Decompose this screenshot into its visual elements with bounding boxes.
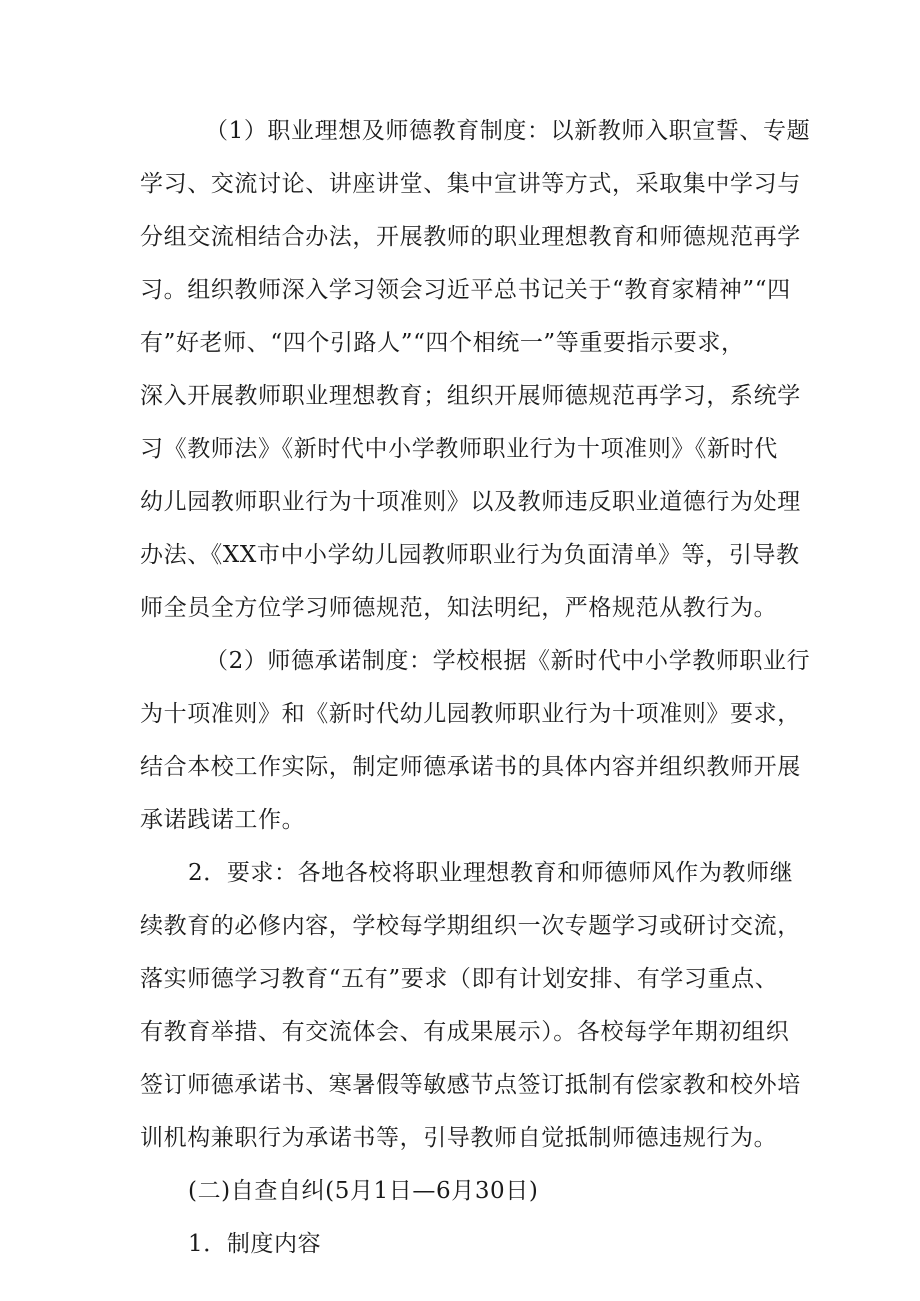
paragraph-line: 学习、交流讨论、讲座讲堂、集中宣讲等方式，采取集中学习与 xyxy=(140,171,801,197)
paragraph-line: 师全员全方位学习师德规范，知法明纪，严格规范从教行为。 xyxy=(140,595,778,621)
paragraph-line: 习《教师法》《新时代中小学教师职业行为十项准则》《新时代 xyxy=(140,436,778,462)
paragraph-line: 习。组织教师深入学习领会习近平总书记关于“教育家精神”“四 xyxy=(140,277,791,303)
paragraph-line: 有”好老师、“四个引路人”“四个相统一”等重要指示要求， xyxy=(140,330,745,356)
paragraph-line: 幼儿园教师职业行为十项准则》以及教师违反职业道德行为处理 xyxy=(140,489,801,515)
section-heading: (二)自查自纠(5月1日—6月30日) xyxy=(188,1178,539,1204)
paragraph-line: （2）师德承诺制度：学校根据《新时代中小学教师职业行 xyxy=(205,648,811,674)
paragraph-line: 续教育的必修内容，学校每学期组织一次专题学习或研讨交流， xyxy=(140,913,801,939)
paragraph-line: 为十项准则》和《新时代幼儿园教师职业行为十项准则》要求， xyxy=(140,701,801,727)
paragraph-line: 落实师德学习教育“五有”要求（即有计划安排、有学习重点、 xyxy=(140,966,779,992)
paragraph-line: 签订师德承诺书、寒暑假等敏感节点签订抵制有偿家教和校外培 xyxy=(140,1072,801,1098)
paragraph-line: 办法、《XX市中小学幼儿园教师职业行为负面清单》等，引导教 xyxy=(140,542,800,568)
paragraph-line: 深入开展教师职业理想教育；组织开展师德规范再学习，系统学 xyxy=(140,383,801,409)
paragraph-line: 结合本校工作实际，制定师德承诺书的具体内容并组织教师开展 xyxy=(140,754,801,780)
paragraph-line: 有教育举措、有交流体会、有成果展示）。各校每学年期初组织 xyxy=(140,1019,790,1045)
paragraph-line: 分组交流相结合办法，开展教师的职业理想教育和师德规范再学 xyxy=(140,224,801,250)
paragraph-line: 2．要求：各地各校将职业理想教育和师德师风作为教师继 xyxy=(188,860,794,886)
paragraph-line: 训机构兼职行为承诺书等，引导教师自觉抵制师德违规行为。 xyxy=(140,1125,778,1151)
paragraph-line: 承诺践诺工作。 xyxy=(140,807,306,833)
paragraph-line: （1）职业理想及师德教育制度：以新教师入职宣誓、专题 xyxy=(205,118,811,144)
subsection-heading: 1．制度内容 xyxy=(188,1231,322,1257)
